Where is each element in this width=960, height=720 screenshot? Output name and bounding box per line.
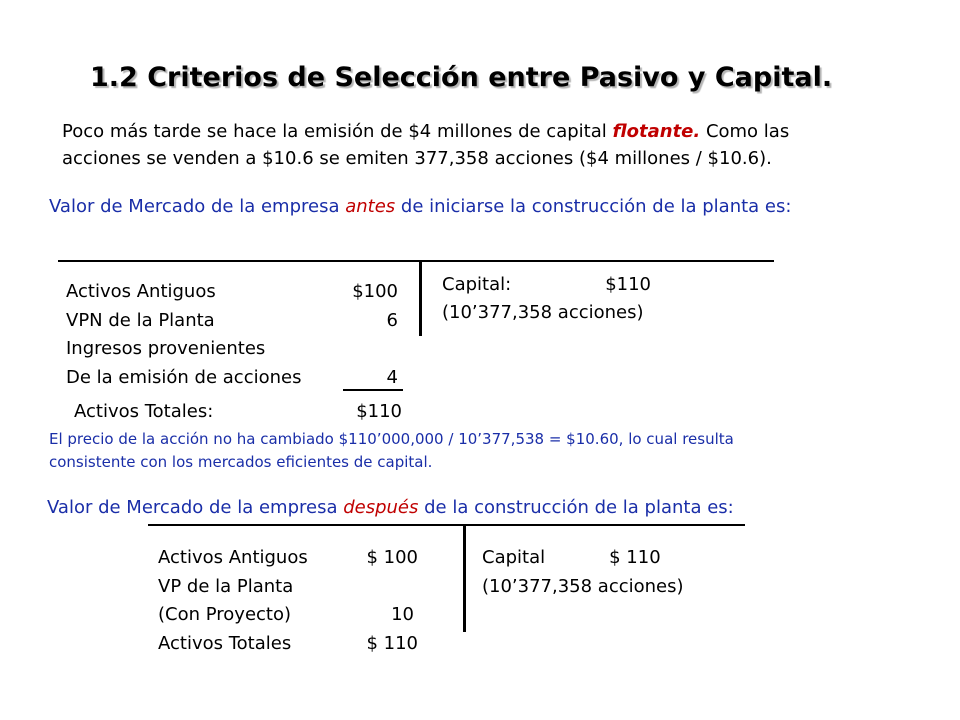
before-asset-label: De la emisión de acciones (66, 366, 302, 388)
before-asset-row (66, 307, 301, 336)
intro-text-1: Poco más tarde se hace la emisión de $4 millones de capital (62, 121, 613, 142)
after-capital (482, 544, 684, 601)
intro-paragraph (62, 118, 789, 172)
after-capital-value: $ 110 (609, 547, 661, 568)
after-capital-label: Capital (482, 547, 546, 568)
before-heading-pre: Valor de Mercado de la empresa (49, 196, 346, 217)
after-asset-label: (Con Proyecto) (158, 604, 292, 625)
before-asset-row (66, 278, 301, 307)
before-asset-row (66, 335, 301, 364)
after-shares: (10’377,358 acciones) (482, 575, 684, 597)
after-heading-em: después (343, 497, 419, 518)
after-heading-post: de la construcción de la planta es: (418, 497, 734, 518)
after-assets (158, 544, 308, 658)
before-asset-value: 4 (386, 366, 398, 388)
after-heading-pre: Valor de Mercado de la empresa (47, 497, 344, 518)
before-asset-label: VPN de la Planta (66, 309, 215, 331)
intro-line-2: acciones se venden a $10.6 se emiten 377,358 acciones ($4 millones / $10.6). (62, 148, 772, 169)
before-total-label: Activos Totales: (74, 401, 214, 422)
after-asset-label: Activos Antiguos (158, 547, 308, 568)
before-asset-value (318, 335, 398, 364)
after-asset-value: $ 100 (366, 547, 418, 568)
before-note-line-2: consistente con los mercados eficientes de capital. (49, 453, 433, 471)
before-t-account-top-line (58, 260, 774, 262)
intro-text-2: Como las (700, 121, 790, 142)
after-heading (47, 497, 734, 518)
before-capital-value: $110 (605, 274, 651, 295)
before-capital-row (442, 271, 651, 299)
after-asset-values (340, 544, 418, 658)
after-t-account-divider (463, 526, 466, 632)
before-asset-row (66, 364, 301, 393)
before-t-account-divider (419, 262, 422, 336)
before-note (49, 428, 734, 474)
before-asset-label: Ingresos provenientes (66, 338, 266, 359)
intro-line-1 (62, 118, 789, 145)
page-title: 1.2 Criterios de Selección entre Pasivo y Capital. (90, 62, 833, 93)
after-t-account-top-line (148, 524, 745, 526)
before-assets (66, 278, 301, 392)
after-capital-row (482, 544, 684, 573)
after-asset-value: 10 (391, 604, 414, 625)
before-total-value: $110 (356, 401, 402, 422)
after-asset-value (340, 573, 418, 602)
before-heading-post: de iniciarse la construcción de la planta es: (395, 196, 792, 217)
intro-highlight: flotante. (612, 121, 701, 142)
before-heading (49, 196, 791, 217)
before-note-line-1: El precio de la acción no ha cambiado $110’000,000 / 10’377,538 = $10.60, lo cual resulta (49, 430, 734, 448)
before-asset-value: $100 (352, 281, 398, 302)
before-asset-label: Activos Antiguos (66, 281, 216, 302)
before-asset-value: 6 (386, 309, 398, 331)
before-shares: (10’377,358 acciones) (442, 302, 644, 323)
before-capital (442, 271, 651, 327)
after-asset-value: $ 110 (366, 632, 418, 654)
before-heading-em: antes (345, 196, 396, 217)
before-capital-label: Capital: (442, 274, 512, 295)
after-asset-label: Activos Totales (158, 632, 292, 654)
after-asset-label: VP de la Planta (158, 575, 294, 597)
before-asset-values (318, 278, 398, 392)
